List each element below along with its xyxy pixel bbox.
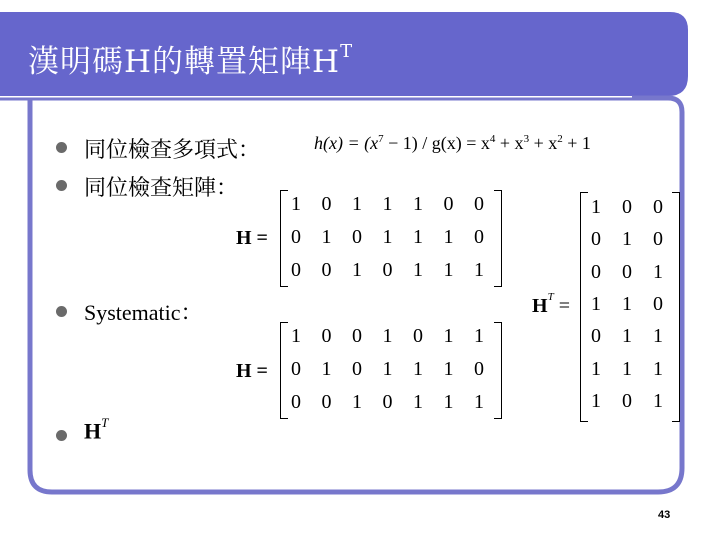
matrix-h1-label: H =: [236, 227, 268, 249]
matrix-cell: 1: [413, 226, 423, 248]
matrix-cell: 1: [382, 358, 393, 380]
bullet-icon: [56, 306, 67, 317]
matrix-cell: 0: [352, 358, 362, 380]
matrix-cell: 0: [591, 260, 601, 283]
matrix-cell: 1: [413, 391, 423, 413]
matrix-ht: [580, 192, 680, 422]
matrix-cell: 1: [413, 358, 423, 380]
matrix-cell: 1: [653, 325, 663, 348]
matrix-cell: 1: [622, 228, 632, 251]
matrix-cell: 1: [321, 358, 332, 380]
matrix-cell: 0: [622, 260, 632, 283]
matrix-cell: 0: [291, 358, 301, 380]
matrix-h2-label: H =: [236, 360, 268, 382]
matrix-cell: 0: [474, 193, 484, 215]
matrix-cell: 1: [591, 389, 601, 412]
matrix-cell: 0: [321, 325, 332, 347]
matrix-cell: 0: [443, 193, 454, 215]
matrix-cell: 0: [622, 196, 632, 218]
matrix-cell: 0: [382, 391, 393, 413]
matrix-cell: 1: [474, 391, 484, 413]
matrix-cell: 1: [443, 391, 454, 413]
matrix-cell: 0: [653, 292, 663, 315]
matrix-cell: 0: [321, 391, 332, 413]
matrix-h2: [280, 322, 502, 419]
matrix-cell: 0: [653, 228, 663, 251]
matrix-cell: 1: [321, 226, 332, 248]
matrix-cell: 1: [382, 325, 393, 347]
matrix-cell: 1: [382, 226, 393, 248]
matrix-cell: 1: [474, 325, 484, 347]
matrix-ht-label: $H^T$ =: [532, 291, 570, 317]
matrix-cell: 1: [591, 292, 601, 315]
matrix-cell: 1: [591, 357, 601, 380]
page-number: 43: [658, 509, 671, 521]
matrix-cell: 0: [352, 325, 362, 347]
matrix-cell: 0: [474, 358, 484, 380]
matrix-cell: 0: [321, 259, 332, 281]
matrix-cell: 1: [291, 325, 301, 347]
matrix-cell: 1: [413, 259, 423, 281]
matrix-cell: 0: [591, 325, 601, 348]
matrix-cell: 1: [653, 389, 663, 412]
matrix-cell: 1: [443, 358, 454, 380]
matrix-cell: 1: [591, 196, 601, 218]
matrix-cell: 1: [291, 193, 301, 215]
matrix-cell: 0: [291, 259, 301, 281]
matrix-cell: 1: [443, 259, 454, 281]
matrix-cell: 1: [443, 325, 454, 347]
bullet-text-parity-matrix: 同位檢查矩陣：: [84, 176, 239, 201]
right-bracket: [494, 322, 502, 419]
bullet-text-systematic: Systematic：: [84, 300, 203, 325]
matrix-cell: 0: [653, 196, 663, 218]
matrix-cell: 0: [352, 226, 362, 248]
matrix-cell: 1: [653, 260, 663, 283]
matrix-cell: 0: [591, 228, 601, 251]
matrix-cell: 0: [291, 226, 301, 248]
right-bracket: [672, 192, 680, 422]
matrix-cell: 1: [352, 391, 362, 413]
slide-title: 漢明碼H的轉置矩陣$H^T$: [28, 40, 354, 80]
matrix-cell: 1: [413, 193, 423, 215]
bullet-icon: [56, 180, 67, 191]
bullet-icon: [56, 142, 67, 153]
matrix-cell: 1: [622, 357, 632, 380]
matrix-cell: 0: [474, 226, 484, 248]
matrix-cell: 0: [413, 325, 423, 347]
matrix-cell: 1: [382, 193, 393, 215]
matrix-cell: 1: [622, 292, 632, 315]
matrix-cell: 0: [291, 391, 301, 413]
matrix-cell: 0: [382, 259, 393, 281]
right-bracket: [494, 190, 502, 287]
matrix-cell: 1: [653, 357, 663, 380]
matrix-cell: 0: [622, 389, 632, 412]
matrix-cell: 0: [321, 193, 332, 215]
check-polynomial-formula: $h(x) = (x^7 - 1) / g(x) = x^4 + x^3 + x^2 + 1$: [314, 133, 591, 153]
bullet-text-ht: $H^T$: [84, 415, 109, 444]
matrix-cell: 1: [474, 259, 484, 281]
matrix-cell: 1: [352, 193, 362, 215]
matrix-cell: 1: [352, 259, 362, 281]
matrix-h1: [280, 190, 502, 287]
bullet-text-parity-polynomial: 同位檢查多項式：: [84, 138, 261, 163]
matrix-cell: 1: [443, 226, 454, 248]
bullet-icon: [56, 430, 67, 441]
matrix-cell: 1: [622, 325, 632, 348]
